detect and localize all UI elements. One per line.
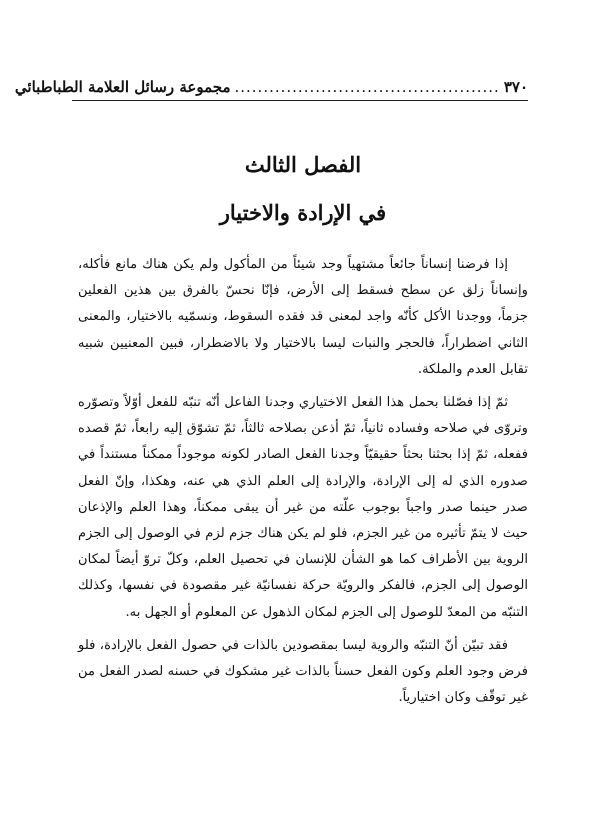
running-header (14, 74, 528, 100)
body-text (78, 252, 528, 718)
header-rule (72, 100, 528, 101)
paragraph: ثمّ إذا فصّلنا بحمل هذا الفعل الاختياري وجدنا الفاعل أنّه تنبّه للفعل أوّلاً وتصوّره وتروّى في صلاحه وفساده ثانياً، ثمّ أذعن بصلاحه ثالثاً، ثمّ تشوّق إليه رابعاً، ثمّ قصده ففعله، ثمّ إذا بحثنا بحثاً حقيقيّاً وجدنا الفعل الصادر لكونه موجوداً ممكناً مستنداً في صدوره الذي له إلى الإرادة، والإرادة إلى العلم الذي هي عنه، وهكذا، وإنّ الفعل صدر حينما صدر واجباً بوجوب علّته من غير أن يبقى ممكناً، وهذا العلم والإذعان حيث لا يتمّ تأثيره من غير الجزم، فلو لم يكن هناك جزم لزم في الوصول إلى الجزم الروية بين الأطراف كما هو الشأن للإنسان في تحصيل العلم، وكلّ تروّ أيضاً لمكان الوصول إلى الجزم، فالفكر والرويّة حركة نفسانيّة غير مقصودة في نفسها، وكذلك التنبّه من المعدّ للوصول إلى الجزم لمكان الذهول عن المعلوم أو الجهل به. (78, 395, 528, 620)
header-dot-leader: .............................................. (234, 78, 500, 96)
section-title: في الإرادة والاختيار (219, 200, 387, 225)
page-number: ٣٧٠ (503, 78, 528, 96)
paragraph: إذا فرضنا إنساناً جائعاً مشتهياً وجد شيئاً من المأكول ولم يكن هناك مانع فأكله، وإنساناً زلق عن سطح فسقط إلى الأرض، فإنّا نحسّ بالفرق بين هذين الفعلين جزماً، ووجدنا الأكل كأنّه واجد لمعنى قد فقده السقوط، ونسمّيه بالاختيار، والمعنى الثاني اضطراراً، فالحجر والنبات ليسا بالاختيار ولا بالاضطرار، فبين المعنيين شبيه تقابل العدم والملكة. (78, 257, 528, 377)
chapter-title: الفصل الثالث (244, 152, 362, 177)
running-title: مجموعة رسائل العلامة الطباطبائي (14, 78, 231, 96)
paragraph: فقد تبيّن أنّ التنبّه والروية ليسا بمقصودين بالذات في حصول الفعل بالإرادة، فلو فرض وجود العلم وكون الفعل حسناً بالذات غير مشكوك في حسنه لصدر الفعل من غير توقّف وكان اختيارياً. (78, 637, 528, 706)
